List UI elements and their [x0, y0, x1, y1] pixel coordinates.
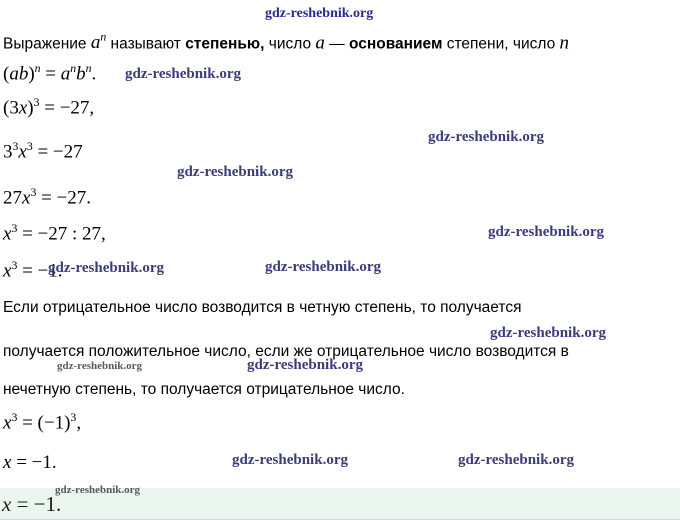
watermark-10: gdz-reshebnik.org: [232, 452, 348, 468]
formula-x-eq-minus1: x = −1.: [3, 452, 57, 473]
formula-27x3: $27x^3 = -27$.: [3, 186, 92, 209]
intro-expr-a-n: $a^n$: [90, 31, 107, 54]
intro-part4: —: [324, 35, 349, 53]
watermark-7: gdz-reshebnik.org: [490, 325, 606, 341]
formula-x3-eq-1: $x^3 = -1$.: [3, 259, 63, 282]
intro-part2: называют: [106, 35, 186, 53]
paragraph-line-1: Если отрицательное число возводится в четную степень, то получается: [3, 299, 522, 316]
watermark-4: gdz-reshebnik.org: [488, 224, 604, 240]
watermark-3: gdz-reshebnik.org: [177, 164, 293, 180]
paragraph-line-3: нечетную степень, то получается отрицательное число.: [3, 381, 405, 398]
watermark-5: gdz-reshebnik.org: [48, 260, 164, 276]
watermark-2: gdz-reshebnik.org: [428, 129, 544, 145]
intro-part3: число: [264, 35, 316, 53]
formula-x3-div: $x^3 = -27$ : 27,: [3, 222, 106, 245]
paragraph-line-2: получается положительное число, если же отрицательное число возводится в: [3, 343, 569, 360]
intro-bold-stepen: степенью,: [185, 35, 265, 53]
intro-expr-n: n: [559, 32, 570, 54]
formula-3x-cubed: $(3x)^3 = -27$,: [3, 96, 95, 119]
watermark-8: gdz-reshebnik.org: [57, 360, 143, 372]
watermark-12: gdz-reshebnik.org: [55, 484, 141, 496]
formula-ab-n: $(ab)^n = a^nb^n$.: [3, 62, 97, 85]
watermark-6: gdz-reshebnik.org: [265, 259, 381, 275]
watermark-9: gdz-reshebnik.org: [247, 357, 363, 373]
formula-33x3: $3^3x^3 = -27$: [3, 140, 83, 163]
formula-x3-eq-minus1-cubed: $x^3 = (-1)^3$,: [3, 411, 82, 434]
intro-part1: Выражение: [3, 35, 91, 53]
answer-formula: x = −1.: [2, 492, 62, 516]
answer-highlight-band: [0, 488, 680, 520]
intro-expr-a: a: [315, 32, 325, 54]
intro-bold-osnovanie: основанием: [349, 35, 443, 53]
watermark-top: gdz-reshebnik.org: [265, 6, 374, 21]
intro-part5: степени, число: [442, 35, 560, 53]
intro-sentence: [3, 31, 569, 54]
watermark-1: gdz-reshebnik.org: [125, 66, 241, 82]
watermark-11: gdz-reshebnik.org: [458, 452, 574, 468]
